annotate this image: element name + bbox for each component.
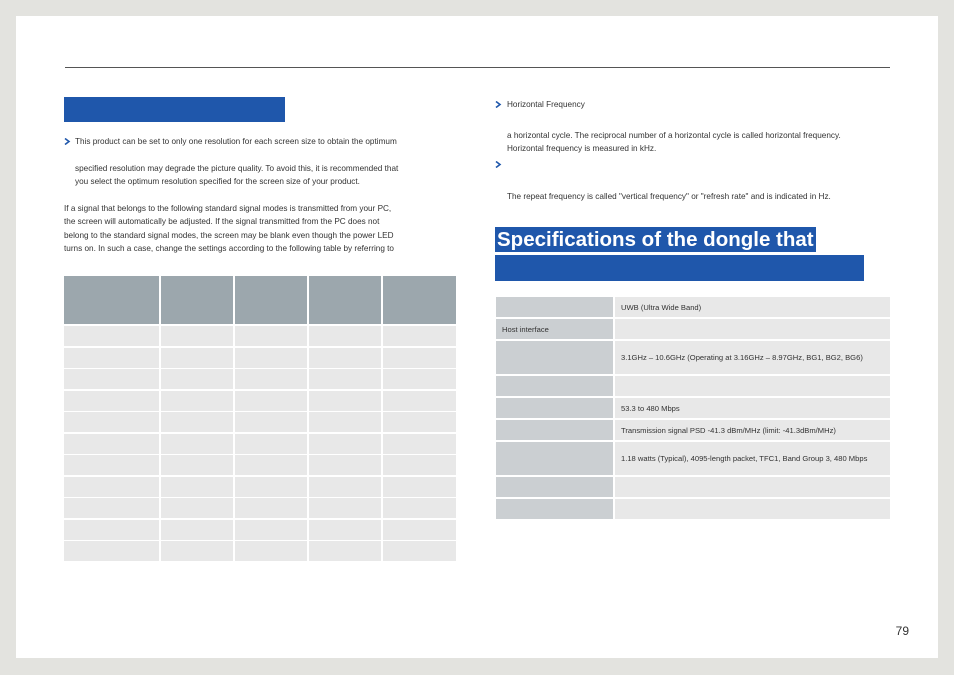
bullet-chevron-icon xyxy=(64,138,71,145)
section-heading-bar xyxy=(64,97,285,122)
bullet-chevron-icon xyxy=(495,101,502,108)
spec-label xyxy=(496,477,613,497)
paragraph-line: a horizontal cycle. The reciprocal number of a horizontal cycle is called horizontal frequency. xyxy=(507,131,841,140)
spec-label xyxy=(496,376,613,396)
paragraph-line: If a signal that belongs to the following standard signal modes is transmitted from your PC, xyxy=(64,204,392,213)
table-header-cell xyxy=(161,276,233,324)
table-header-cell xyxy=(64,276,159,324)
table-header-cell xyxy=(235,276,307,324)
paragraph-line: turns on. In such a case, change the settings according to the following table by referring to xyxy=(64,243,394,253)
spec-label xyxy=(496,420,613,440)
vertical-frequency-text xyxy=(507,190,907,203)
spec-value: 53.3 to 480 Mbps xyxy=(615,398,890,418)
paragraph-line: belong to the standard signal modes, the screen may be blank even though the power LED xyxy=(64,230,394,240)
horizontal-frequency-text xyxy=(507,129,907,156)
spec-value xyxy=(615,477,890,497)
resolution-note-line: This product can be set to only one resolution for each screen size to obtain the optimum xyxy=(75,137,397,146)
spec-label xyxy=(496,442,613,475)
signal-mode-paragraph xyxy=(64,202,464,255)
page-number: 79 xyxy=(895,624,909,638)
resolution-note-line: specified resolution may degrade the picture quality. To avoid this, it is recommended that xyxy=(75,163,399,173)
spec-label xyxy=(496,398,613,418)
bullet-chevron-icon xyxy=(495,161,502,168)
dongle-spec-heading-bar xyxy=(495,255,864,281)
paragraph-line: Horizontal frequency is measured in kHz. xyxy=(507,144,657,154)
spec-label xyxy=(496,341,613,374)
table-header-cell xyxy=(309,276,381,324)
spec-value xyxy=(615,499,890,519)
spec-value: Transmission signal PSD -41.3 dBm/MHz (limit: -41.3dBm/MHz) xyxy=(615,420,890,440)
table-header-cell xyxy=(383,276,456,324)
resolution-note-line: you select the optimum resolution specified for the screen size of your product. xyxy=(75,177,360,187)
spec-value: UWB (Ultra Wide Band) xyxy=(615,297,890,317)
horizontal-frequency-label: Horizontal Frequency xyxy=(507,100,585,109)
resolution-note xyxy=(75,135,475,188)
header-rule xyxy=(65,67,890,68)
spec-value xyxy=(615,319,890,339)
spec-value xyxy=(615,376,890,396)
spec-value: 3.1GHz – 10.6GHz (Operating at 3.16GHz – 8.97GHz, BG1, BG2, BG6) xyxy=(615,341,890,374)
paragraph-line: the screen will automatically be adjusted. If the signal transmitted from the PC does not xyxy=(64,217,380,227)
spec-value: 1.18 watts (Typical), 4095-length packet, TFC1, Band Group 3, 480 Mbps xyxy=(615,442,890,475)
manual-page xyxy=(16,16,938,658)
dongle-spec-heading: Specifications of the dongle that xyxy=(497,228,814,251)
paragraph-line: The repeat frequency is called "vertical frequency" or "refresh rate" and is indicated in Hz. xyxy=(507,192,831,201)
spec-label xyxy=(496,297,613,317)
spec-label xyxy=(496,499,613,519)
spec-label: Host interface xyxy=(496,319,613,339)
